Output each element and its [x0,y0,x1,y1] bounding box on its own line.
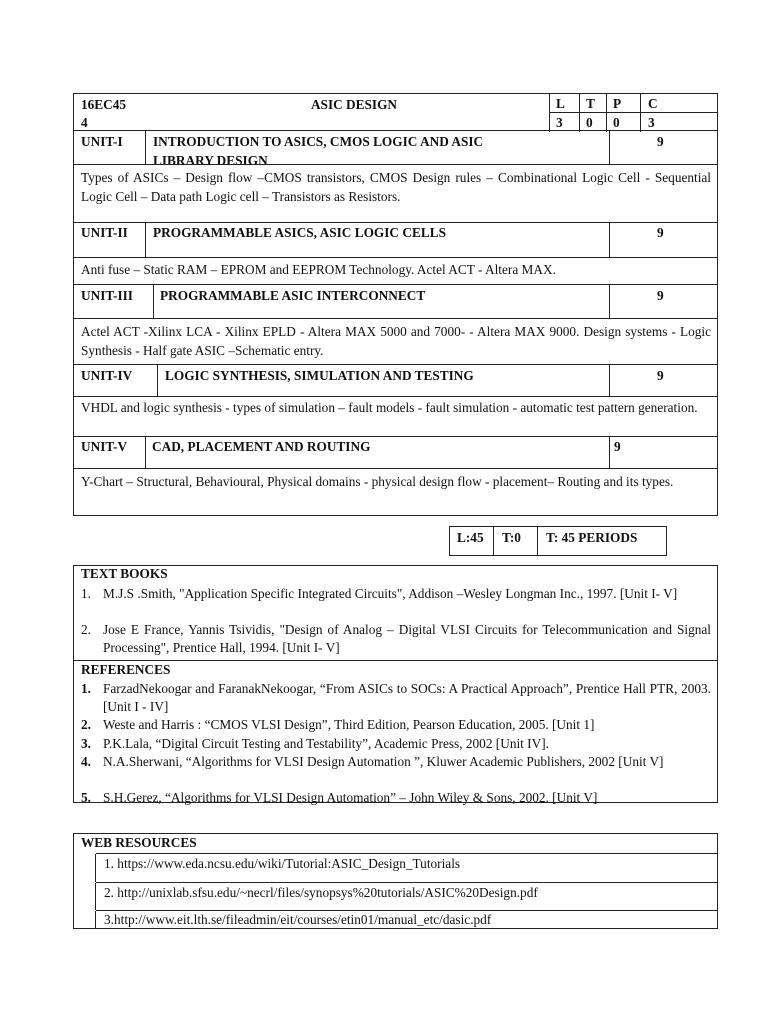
unit-5-hours: 9 [614,439,621,454]
unit-3-label: UNIT-III [81,288,133,303]
web-resource-link-2[interactable]: 2. http://unixlab.sfsu.edu/~necrl/files/synopsys%20tutorials/ASIC%20Design.pdf [104,885,538,900]
web-resource-row-2 [96,882,717,910]
ltpc-value-t: 0 [586,115,593,130]
web-resources-heading: WEB RESOURCES [81,835,197,850]
books-table [73,565,718,803]
unit-4-hours: 9 [657,368,664,383]
unit-1-title: INTRODUCTION TO ASICS, CMOS LOGIC AND ASIC LIBRARY DESIGN [153,134,484,168]
unit-4-content: VHDL and logic synthesis - types of simulation – fault models - fault simulation - automatic test pattern generation. [74,396,717,436]
text-books-section: TEXT BOOKS 1. M.J.S .Smith, "Application Specific Integrated Circuits", Addison –Wesley Longman Inc., 1997. [Unit I- V] 2. Jose E France, Yannis Tsividis, "Design of Analog – Digital VLSI Circuits for Telecommunication and Signal Processing", Prentice Hall, 1994. [Unit I- V] [81,566,711,655]
web-resource-link-1[interactable]: 1. https://www.eda.ncsu.edu/wiki/Tutorial:ASIC_Design_Tutorials [104,856,461,871]
unit-3-hours: 9 [657,288,664,303]
periods-total: T: 45 PERIODS [546,530,638,545]
unit-2-content: Anti fuse – Static RAM – EPROM and EEPROM Technology. Actel ACT - Altera MAX. [74,257,717,284]
unit-4-title: LOGIC SYNTHESIS, SIMULATION AND TESTING [165,368,474,383]
ltpc-value-l: 3 [556,115,563,130]
ltpc-header-c: C [648,96,658,111]
unit-3-content: Actel ACT -Xilinx LCA - Xilinx EPLD - Altera MAX 5000 and 7000- - Altera MAX 9000. Design systems - Logic Synthesis - Half gate ASIC –Schematic entry. [74,318,717,364]
unit-1-header [74,130,717,168]
ltpc-value-c: 3 [648,115,655,130]
ltpc-value-p: 0 [613,115,620,130]
periods-tutorial: T:0 [502,530,521,545]
unit-1-label: UNIT-I [81,134,123,149]
unit-5-title: CAD, PLACEMENT AND ROUTING [152,439,371,454]
unit-3-header [74,284,717,318]
unit-5-label: UNIT-V [81,439,128,454]
unit-2-hours: 9 [657,225,664,240]
unit-4-label: UNIT-IV [81,368,133,383]
ltpc-header-t: T [586,96,595,111]
syllabus-table [73,93,718,516]
unit-4-header [74,364,717,396]
unit-1-hours: 9 [657,134,664,149]
web-resource-row-1 [96,853,717,882]
ltpc-header-p: P [613,96,622,111]
periods-lecture: L:45 [457,530,484,545]
unit-2-header [74,222,717,257]
unit-1-content: Types of ASICs – Design flow –CMOS transistors, CMOS Design rules – Combinational Logic Cell - Sequential Logic Cell – Data path Logic cell – Transistors as Resistors. [74,164,717,222]
unit-5-content: Y-Chart – Structural, Behavioural, Physical domains - physical design flow - placement– Routing and its types. [74,468,717,516]
text-books-heading: TEXT BOOKS [81,566,168,581]
unit-2-title: PROGRAMMABLE ASICS, ASIC LOGIC CELLS [153,225,446,240]
web-resource-row-3 [96,910,717,929]
course-title: ASIC DESIGN [310,97,398,112]
unit-2-label: UNIT-II [81,225,128,240]
ltpc-header-l: L [556,96,565,111]
course-header-row [74,94,717,132]
course-code-suffix: 4 [81,115,88,130]
references-heading: REFERENCES [81,662,171,677]
web-resource-link-3[interactable]: 3.http://www.eit.lth.se/fileadmin/eit/courses/etin01/manual_etc/dasic.pdf [104,912,492,927]
references-section: REFERENCES 1. FarzadNekoogar and FaranakNekoogar, “From ASICs to SOCs: A Practical Approach”, Prentice Hall PTR, 2003.[Unit I - IV] 2. Weste and Harris : “CMOS VLSI Design”, Third Edition, Pearson Education, 2005. [Unit 1] 3. P.K.Lala, “Digital Circuit Testing and Testability”, Academic Press, 2002 [Unit IV]. 4. N.A.Sherwani, “Algorithms for VLSI Design Automation ”, Kluwer Academic Publishers, 2002 [Unit V] 5. S.H.Gerez, “Algorithms for VLSI Design Automation” – John Wiley & Sons, 2002. [Unit V] [74,660,717,803]
unit-5-header [74,436,717,468]
course-code: 16EC45 [81,97,127,112]
periods-summary [449,526,667,556]
web-resources-table [73,833,718,929]
web-resources-header [74,834,717,853]
unit-3-title: PROGRAMMABLE ASIC INTERCONNECT [160,288,426,303]
